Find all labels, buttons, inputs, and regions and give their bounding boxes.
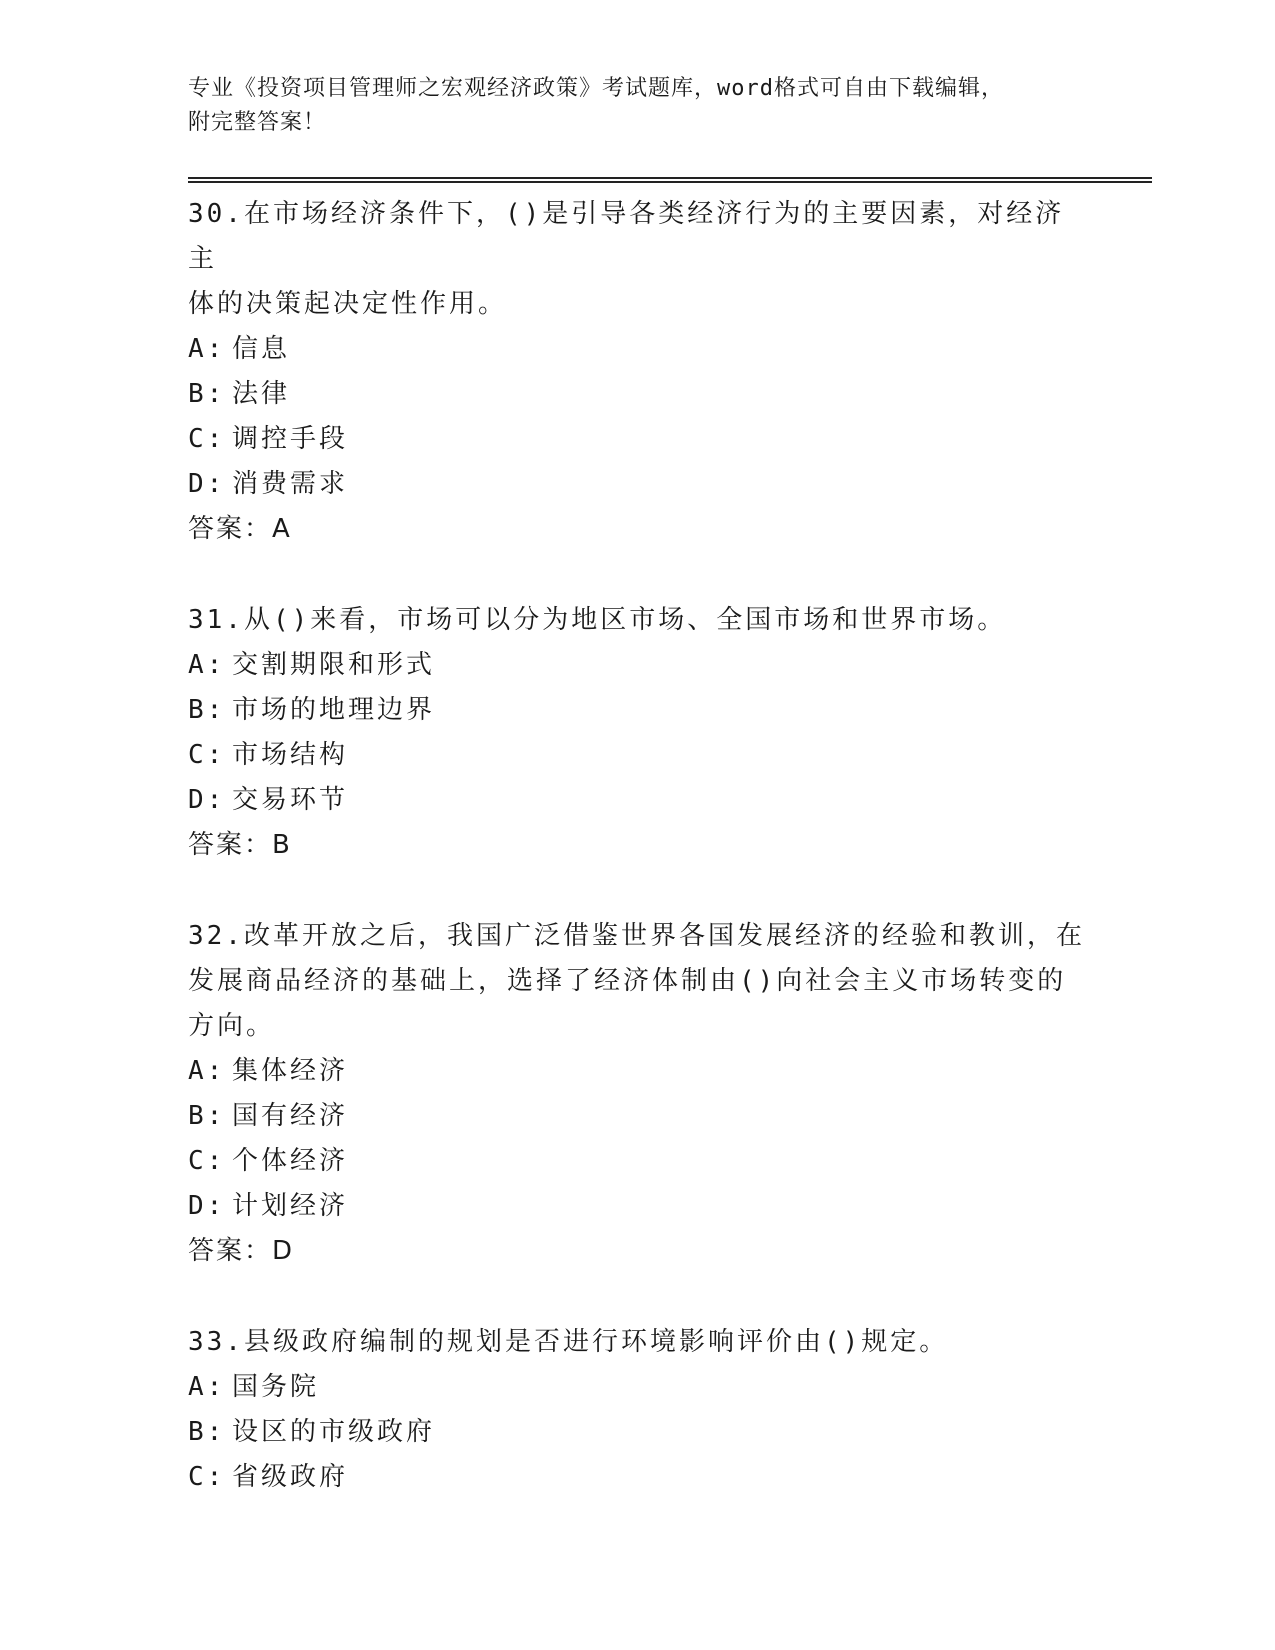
- option-letter: A:: [188, 1372, 226, 1402]
- option-letter: B:: [188, 379, 226, 409]
- option-text: 法律: [232, 379, 291, 409]
- option-letter: D:: [188, 1191, 226, 1221]
- question-stem-line: 33.县级政府编制的规划是否进行环境影响评价由()规定。: [188, 1327, 949, 1357]
- option-text: 信息: [232, 334, 291, 364]
- option-c: [188, 1139, 1088, 1184]
- option-letter: C:: [188, 1146, 226, 1176]
- option-letter: B:: [188, 695, 226, 725]
- option-text: 计划经济: [232, 1191, 349, 1221]
- option-text: 交易环节: [232, 785, 349, 815]
- option-text: 市场结构: [232, 740, 349, 770]
- option-letter: D:: [188, 785, 226, 815]
- answer-label: 答案：B: [188, 830, 292, 860]
- option-letter: A:: [188, 1056, 226, 1086]
- question-stem-line: 32.改革开放之后，我国广泛借鉴世界各国发展经济的经验和教训，在: [188, 921, 1085, 951]
- option-c: [188, 417, 1088, 462]
- option-d: [188, 778, 1088, 823]
- option-c: [188, 1455, 1088, 1500]
- option-letter: C:: [188, 1462, 226, 1492]
- option-text: 省级政府: [232, 1462, 349, 1492]
- option-d: [188, 1184, 1088, 1229]
- option-text: 国有经济: [232, 1101, 349, 1131]
- option-text: 个体经济: [232, 1146, 349, 1176]
- option-letter: B:: [188, 1101, 226, 1131]
- question-31: [188, 598, 1088, 868]
- option-letter: D:: [188, 469, 226, 499]
- question-stem-line: 发展商品经济的基础上，选择了经济体制由()向社会主义市场转变的: [188, 966, 1067, 996]
- document-header: [188, 72, 1068, 140]
- option-text: 调控手段: [232, 424, 349, 454]
- option-text: 集体经济: [232, 1056, 349, 1086]
- option-a: [188, 643, 1088, 688]
- option-letter: C:: [188, 424, 226, 454]
- option-b: [188, 688, 1088, 733]
- header-line-1: 专业《投资项目管理师之宏观经济政策》考试题库，word格式可自由下载编辑，: [188, 76, 1004, 101]
- question-33: [188, 1320, 1088, 1500]
- header-divider: [188, 177, 1152, 183]
- answer-label: 答案：A: [188, 514, 292, 544]
- question-stem-line: 体的决策起决定性作用。: [188, 289, 508, 319]
- option-letter: A:: [188, 334, 226, 364]
- option-text: 设区的市级政府: [232, 1417, 436, 1447]
- option-letter: C:: [188, 740, 226, 770]
- option-c: [188, 733, 1088, 778]
- option-letter: B:: [188, 1417, 226, 1447]
- question-stem-line: 30.在市场经济条件下，()是引导各类经济行为的主要因素，对经济主: [188, 199, 1065, 274]
- question-list: [188, 192, 1088, 1546]
- header-line-2: 附完整答案！: [188, 110, 327, 135]
- option-text: 国务院: [232, 1372, 320, 1402]
- question-32: [188, 914, 1088, 1274]
- option-letter: A:: [188, 650, 226, 680]
- question-30: [188, 192, 1088, 552]
- option-a: [188, 1365, 1088, 1410]
- option-a: [188, 1049, 1088, 1094]
- option-text: 市场的地理边界: [232, 695, 436, 725]
- option-text: 消费需求: [232, 469, 349, 499]
- option-text: 交割期限和形式: [232, 650, 436, 680]
- question-stem-line: 31.从()来看，市场可以分为地区市场、全国市场和世界市场。: [188, 605, 1007, 635]
- option-b: [188, 372, 1088, 417]
- answer-label: 答案：D: [188, 1236, 295, 1266]
- option-a: [188, 327, 1088, 372]
- option-b: [188, 1410, 1088, 1455]
- option-b: [188, 1094, 1088, 1139]
- question-stem-line: 方向。: [188, 1011, 276, 1041]
- option-d: [188, 462, 1088, 507]
